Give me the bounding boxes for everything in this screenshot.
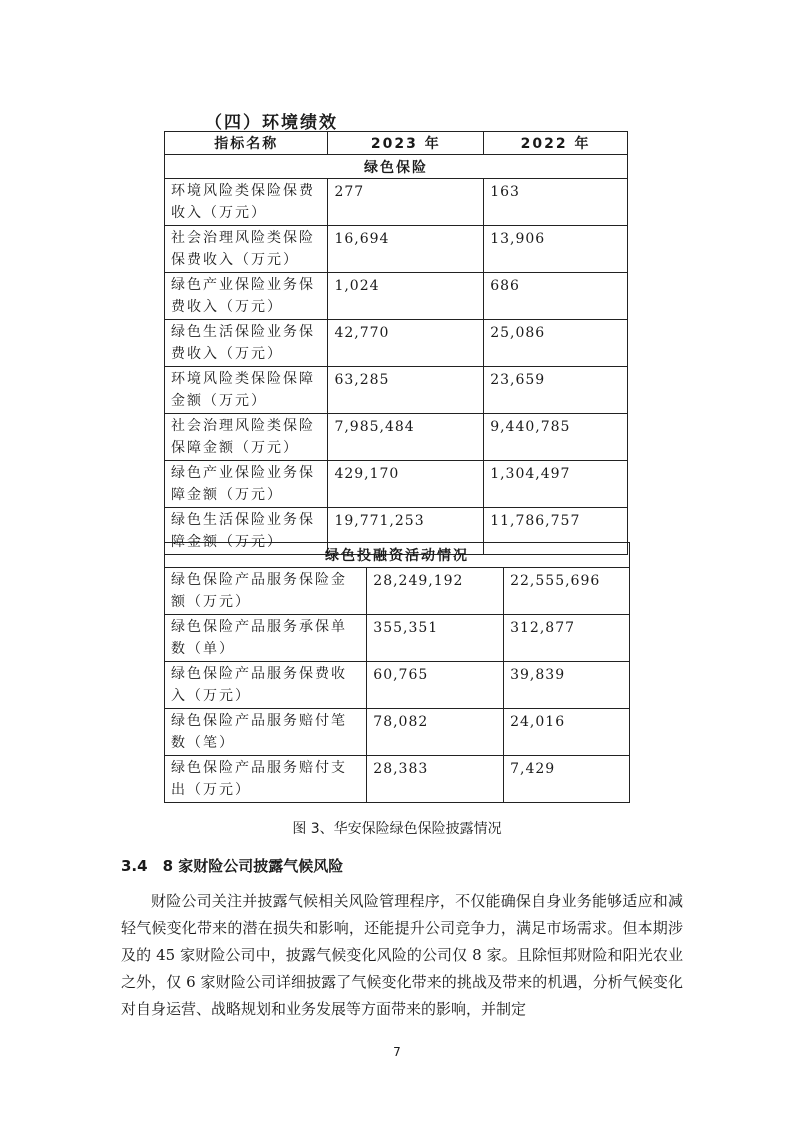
row-name: 绿色生活保险业务保费收入（万元） — [165, 320, 328, 367]
table-row — [165, 461, 628, 508]
value-2022: 1,304,497 — [484, 461, 628, 508]
section-heading: 3.4 8 家财险公司披露气候风险 — [121, 857, 344, 875]
value-2022: 13,906 — [484, 226, 628, 273]
row-name: 社会治理风险类保险保障金额（万元） — [165, 414, 328, 461]
value-2023: 28,249,192 — [367, 568, 504, 615]
figure-caption: 图 3、华安保险绿色保险披露情况 — [292, 821, 502, 837]
value-2023: 28,383 — [367, 756, 504, 803]
table-row — [165, 568, 630, 615]
value-2023: 42,770 — [328, 320, 484, 367]
value-2023: 63,285 — [328, 367, 484, 414]
green-insurance-title: 绿色保险 — [165, 155, 628, 179]
value-2023: 60,765 — [367, 662, 504, 709]
table-row — [165, 273, 628, 320]
subheader-row — [165, 155, 628, 179]
value-2022: 24,016 — [504, 709, 630, 756]
value-2022: 11,786,757 — [484, 508, 628, 555]
value-2022: 9,440,785 — [484, 414, 628, 461]
row-name: 绿色保险产品服务承保单数（单） — [165, 615, 367, 662]
table-row — [165, 615, 630, 662]
row-name: 绿色保险产品服务赔付笔数（笔） — [165, 709, 367, 756]
value-2023: 16,694 — [328, 226, 484, 273]
value-2023: 78,082 — [367, 709, 504, 756]
value-2022: 23,659 — [484, 367, 628, 414]
value-2022: 163 — [484, 179, 628, 226]
table-row — [165, 709, 630, 756]
header-year-2023: 2023 年 — [328, 132, 484, 155]
row-name: 绿色保险产品服务赔付支出（万元） — [165, 756, 367, 803]
green-insurance-table — [164, 131, 628, 555]
value-2022: 7,429 — [504, 756, 630, 803]
table-row — [165, 226, 628, 273]
row-name: 环境风险类保险保障金额（万元） — [165, 367, 328, 414]
table-row — [165, 179, 628, 226]
value-2022: 39,839 — [504, 662, 630, 709]
table-row — [165, 756, 630, 803]
table-row — [165, 320, 628, 367]
table-row — [165, 662, 630, 709]
value-2022: 25,086 — [484, 320, 628, 367]
value-2023: 277 — [328, 179, 484, 226]
row-name: 绿色保险产品服务保费收入（万元） — [165, 662, 367, 709]
value-2023: 355,351 — [367, 615, 504, 662]
value-2022: 22,555,696 — [504, 568, 630, 615]
subheader-row — [165, 543, 630, 568]
row-name: 绿色产业保险业务保障金额（万元） — [165, 461, 328, 508]
value-2022: 686 — [484, 273, 628, 320]
value-2022: 312,877 — [504, 615, 630, 662]
value-2023: 1,024 — [328, 273, 484, 320]
green-investment-title: 绿色投融资活动情况 — [165, 543, 630, 568]
green-investment-table — [164, 542, 630, 803]
header-year-2022: 2022 年 — [484, 132, 628, 155]
row-name: 绿色产业保险业务保费收入（万元） — [165, 273, 328, 320]
value-2023: 7,985,484 — [328, 414, 484, 461]
row-name: 环境风险类保险保费收入（万元） — [165, 179, 328, 226]
table-header-row — [165, 132, 628, 155]
table-row — [165, 367, 628, 414]
row-name: 绿色生活保险业务保障金额（万元） — [165, 508, 328, 555]
table-row — [165, 414, 628, 461]
value-2023: 429,170 — [328, 461, 484, 508]
row-name: 社会治理风险类保险保费收入（万元） — [165, 226, 328, 273]
section-title: （四）环境绩效 — [205, 113, 338, 133]
value-2023: 19,771,253 — [328, 508, 484, 555]
body-paragraph: 财险公司关注并披露气候相关风险管理程序，不仅能确保自身业务能够适应和减轻气候变化带来的潜在损失和影响，还能提升公司竞争力，满足市场需求。但本期涉及的 45 家财险公司中，披露气候变化风险的公司仅 8 家。且除恒邦财险和阳光农业之外，仅 6 家财险公司详细披露了气候变化带来的挑战及带来的机遇，分析气候变化对自身运营、战略规划和业务发展等方面带来的影响，并制定 — [121, 892, 683, 1018]
row-name: 绿色保险产品服务保险金额（万元） — [165, 568, 367, 615]
page-number: 7 — [393, 1045, 401, 1059]
header-indicator-name: 指标名称 — [165, 132, 328, 155]
